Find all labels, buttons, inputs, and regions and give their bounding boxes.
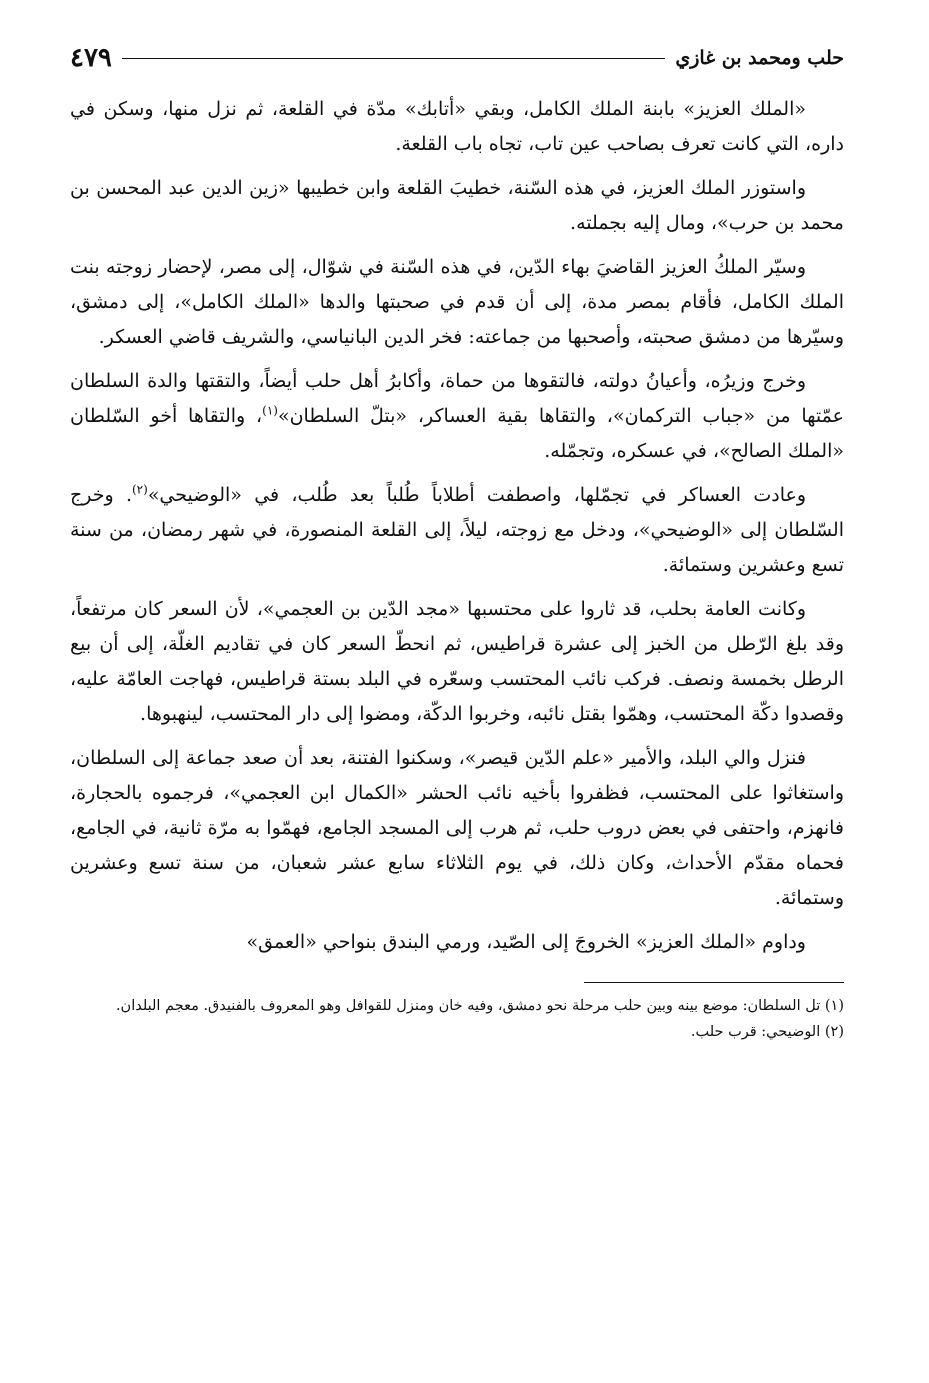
- footnote-1: (١) تل السلطان: موضع بينه وبين حلب مرحلة نحو دمشق، وفيه خان ومنزل للقوافل وهو المعروف بالفنيدق. معجم البلدان.: [115, 998, 844, 1014]
- paragraph: [70, 364, 844, 469]
- footnote-divider: [584, 982, 844, 983]
- paragraph-text: القلعة المنصورة، في شهر رمضان، من سنة تسع وعشرين وستمائة.: [70, 519, 844, 576]
- paragraph: «الملك العزيز» بابنة الملك الكامل، وبقي «أتابك» مدّة في القلعة، ثم نزل منها، وسكن في داره، التي كانت تعرف بصاحب عين تاب، تجاه باب القلعة.: [70, 98, 844, 155]
- paragraph: [70, 478, 844, 583]
- paragraph: واستوزر الملك العزيز، في هذه السّنة، خطيبَ القلعة وابن خطيبها «زين الدين عبد المحسن بن محمد بن حرب»، ومال إليه بجملته.: [70, 177, 844, 234]
- paragraph-text: وخرج وزيرُه، وأعيانُ دولته، فالتقوها من حماة، وأكابرُ أهل حلب أيضاً، والتقتها والدة السلطان عمّتها من «جباب التركمان»، والتقاها بقية العساكر، «بتلّ السلطان»: [70, 370, 844, 427]
- body-text: [70, 92, 844, 960]
- paragraph-text: . وخرج السّلطان إلى «الوضيحي»، ودخل مع زوجته، ليلاً، إلى: [70, 484, 844, 541]
- paragraph: وداوم «الملك العزيز» الخروجَ إلى الصّيد، ورمي البندق بنواحي «العمق»: [246, 931, 806, 953]
- paragraph-text: وعادت العساكر في تجمّلها، واصطفت أطلاباً طُلباً بعد طُلب، في: [254, 484, 806, 506]
- paragraph-text: ، والتقاها أخو السّلطان «الملك الصالح»، في عسكره، وتجمّله.: [70, 405, 844, 462]
- paragraph: وسيّر الملكُ العزيز القاضيَ بهاء الدّين، في هذه السّنة في شوّال، إلى مصر، لإحضار زوجته بنت الملك الكامل، فأقام بمصر مدة، إلى أن قدم في صحبتها والدها «الملك الكامل»، إلى دمشق، وسيّرها من دمشق صحبته، وأصحبها من جماعته: فخر الدين البانياسي، والشريف قاضي العسكر.: [70, 256, 844, 348]
- running-header: [70, 36, 844, 80]
- paragraph: وكانت العامة بحلب، قد ثاروا على محتسبها «مجد الدّين بن العجمي»، لأن السعر كان مرتفعاً، وقد بلغ الرّطل من الخبز إلى عشرة قراطيس، ثم انحطّ السعر كان في تقاديم الغلّة، إلى أن بيع الرطل بخمسة ونصف. فركب نائب المحتسب وسعّره في البلد بستة قراطيس، فهاجت العامّة عليه، وقصدوا دكّة المحتسب، وهمّوا بقتل نائبه، وخربوا الدكّة، ومضوا إلى دار المحتسب، لينهبوها.: [70, 598, 844, 725]
- footnote-2: (٢) الوضيحي: قرب حلب.: [690, 1024, 844, 1040]
- book-page: [70, 36, 844, 1045]
- paragraph: فنزل والي البلد، والأمير «علم الدّين قيصر»، وسكنوا الفتنة، بعد أن صعد جماعة إلى السلطان، واستغاثوا على المحتسب، فظفروا بأخيه نائب الحشر «الكمال ابن العجمي»، فرجموه بالحجارة، فانهزم، واحتفى في بعض دروب حلب، ثم هرب إلى المسجد الجامع، فهمّوا به مرّة ثانية، في الجامع، فحماه مقدّم الأحداث، وكان ذلك، في يوم الثلاثاء سابع عشر شعبان، من سنة تسع وعشرين وستمائة.: [70, 747, 844, 909]
- footnote-reference-2: (٢): [131, 482, 148, 497]
- paragraph-text: «الوضيحي»: [147, 484, 242, 506]
- footnotes: [70, 993, 844, 1045]
- header-rule: [122, 58, 665, 59]
- page-number: ٤٧٩: [70, 43, 112, 73]
- footnote-reference-1: (١): [262, 403, 278, 418]
- running-title: حلب ومحمد بن غازي: [675, 47, 844, 69]
